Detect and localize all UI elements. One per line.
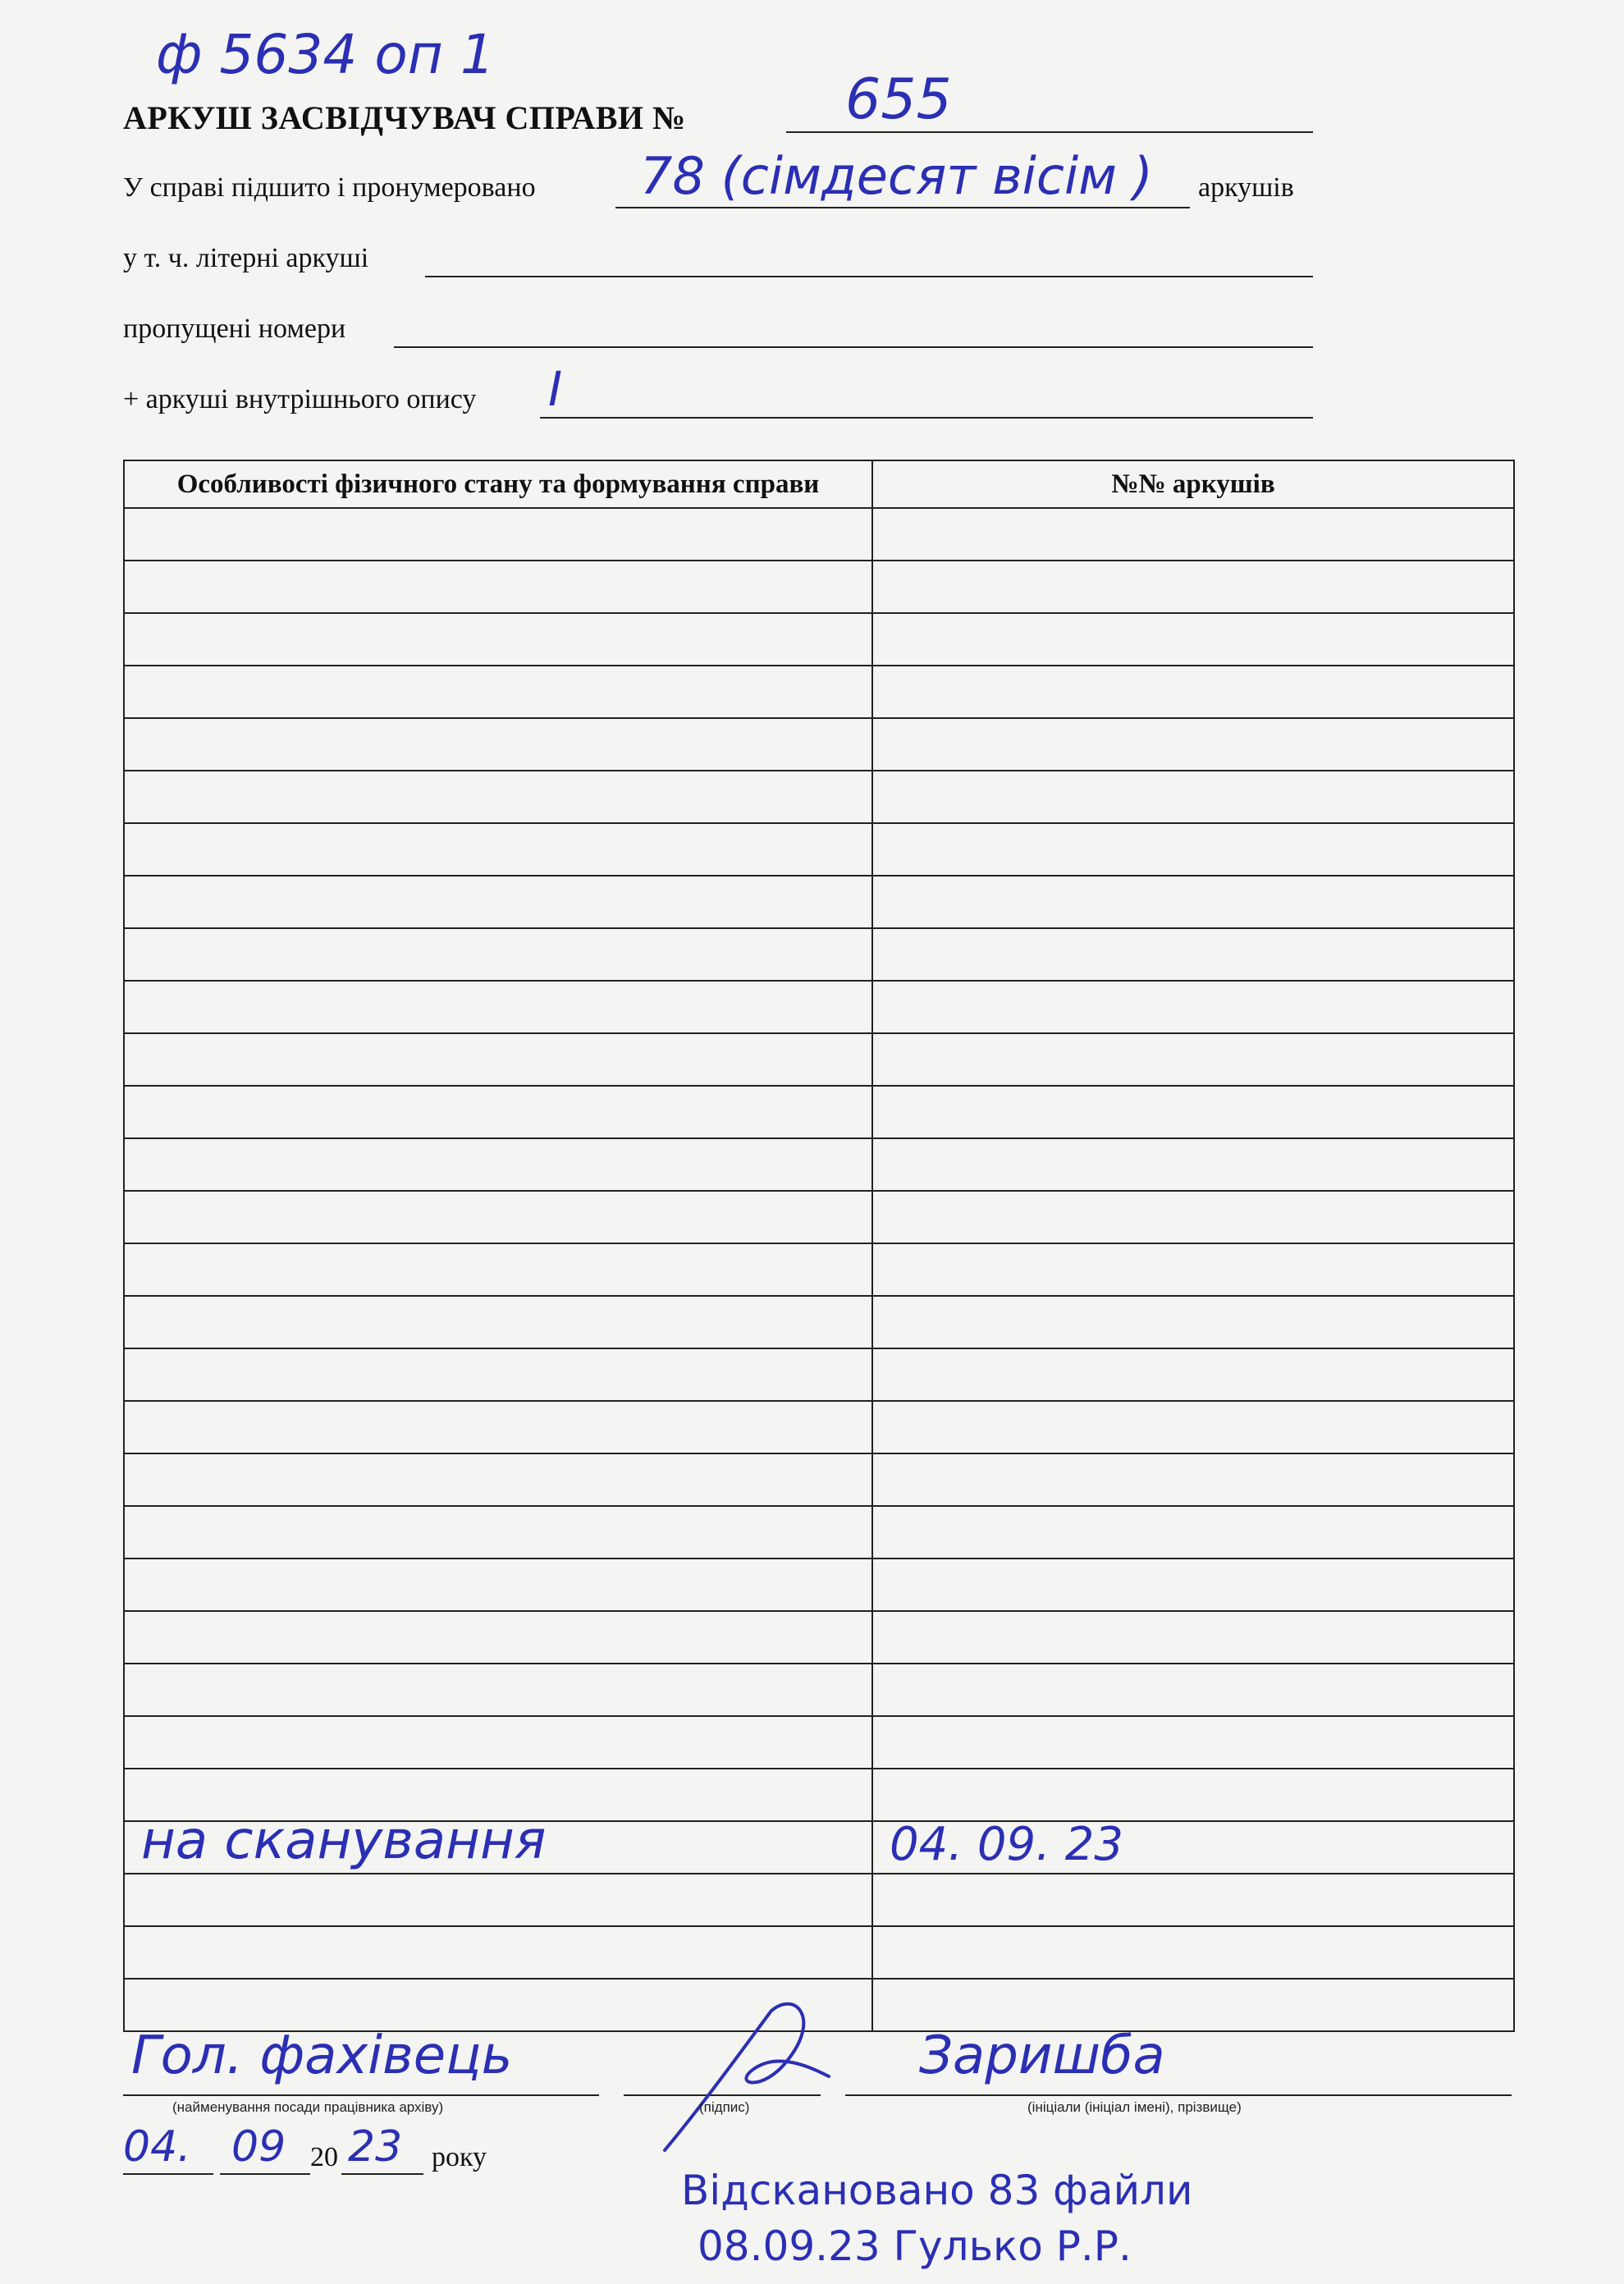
date-year-line — [341, 2173, 423, 2175]
table-row — [124, 1033, 1514, 1086]
table-row — [124, 1086, 1514, 1138]
date-century: 20 — [310, 2142, 338, 2172]
name-caption: (ініціали (ініціал імені), прізвище) — [1027, 2099, 1242, 2115]
condition-table — [123, 460, 1515, 2032]
header-condition: Особливості фізичного стану та формування справи — [124, 460, 872, 508]
sheet-numbers-cell — [872, 508, 1514, 561]
case-number-value: 655 — [845, 67, 952, 132]
condition-cell — [124, 1874, 872, 1926]
table-row — [124, 666, 1514, 718]
date-day: 04. — [123, 2122, 191, 2172]
sheet-numbers-cell — [872, 1611, 1514, 1664]
sheet-numbers-cell — [872, 823, 1514, 876]
missing-numbers-line — [394, 346, 1313, 348]
condition-cell — [124, 981, 872, 1033]
condition-cell — [124, 823, 872, 876]
scan-date: 04. 09. 23 — [890, 1818, 1123, 1871]
sheet-numbers-cell — [872, 1506, 1514, 1559]
table-row — [124, 1821, 1514, 1874]
letter-sheets-label: у т. ч. літерні аркуші — [123, 243, 369, 273]
numbered-label: У справі підшито і пронумеровано — [123, 172, 536, 203]
signature-mark — [656, 1994, 837, 2158]
inventory-value: I — [548, 361, 563, 417]
sheet-numbers-cell — [872, 876, 1514, 928]
condition-cell — [124, 1348, 872, 1401]
numbered-suffix: аркушів — [1198, 172, 1294, 203]
sheet-numbers-cell — [872, 1296, 1514, 1348]
table-row — [124, 876, 1514, 928]
condition-cell — [124, 771, 872, 823]
table-row — [124, 1296, 1514, 1348]
date-month: 09 — [231, 2122, 286, 2172]
restored-note-line2: 08.09.23 Гулько Р.Р. — [698, 2222, 1132, 2270]
table-header-row — [124, 460, 1514, 508]
inventory-line — [540, 417, 1313, 419]
numbered-line — [615, 207, 1190, 208]
restored-note-line1: Відскановано 83 файли — [681, 2167, 1193, 2214]
condition-cell — [124, 1716, 872, 1769]
table-row — [124, 1401, 1514, 1453]
table-row — [124, 1664, 1514, 1716]
signature-caption: (підпис) — [699, 2099, 750, 2115]
sheet-numbers-cell — [872, 1769, 1514, 1821]
condition-cell — [124, 1401, 872, 1453]
inventory-label: + аркуші внутрішнього опису — [123, 384, 477, 414]
sheet-numbers-cell — [872, 981, 1514, 1033]
missing-numbers-label: пропущені номери — [123, 314, 346, 344]
sheet-numbers-cell — [872, 1664, 1514, 1716]
fond-note: ф 5634 оп 1 — [156, 23, 495, 86]
condition-cell — [124, 1138, 872, 1191]
condition-cell — [124, 1243, 872, 1296]
table-row — [124, 771, 1514, 823]
sheet-numbers-cell — [872, 1818, 1514, 1874]
table-row — [124, 1559, 1514, 1611]
table-row — [124, 823, 1514, 876]
sheet-numbers-cell — [872, 1453, 1514, 1506]
condition-cell — [124, 666, 872, 718]
name-line — [845, 2094, 1512, 2096]
sheet-numbers-cell — [872, 718, 1514, 771]
sheet-numbers-cell — [872, 1033, 1514, 1086]
sheet-numbers-cell — [872, 1086, 1514, 1138]
sheet-numbers-cell — [872, 1874, 1514, 1926]
condition-cell — [124, 561, 872, 613]
sheet-numbers-cell — [872, 666, 1514, 718]
table-row — [124, 613, 1514, 666]
condition-cell — [124, 1296, 872, 1348]
scan-note: на сканування — [141, 1810, 547, 1871]
table-row — [124, 1453, 1514, 1506]
condition-cell — [124, 928, 872, 981]
table-row — [124, 1874, 1514, 1926]
table-row — [124, 718, 1514, 771]
date-day-line — [123, 2173, 213, 2175]
table-row — [124, 1926, 1514, 1979]
sheet-numbers-cell — [872, 1138, 1514, 1191]
condition-cell — [124, 718, 872, 771]
sheet-numbers-cell — [872, 1348, 1514, 1401]
condition-cell — [124, 876, 872, 928]
header-sheet-numbers: №№ аркушів — [872, 460, 1514, 508]
table-row — [124, 1348, 1514, 1401]
table-row — [124, 928, 1514, 981]
table-row — [124, 1138, 1514, 1191]
table-row — [124, 981, 1514, 1033]
numbered-value: 78 (сімдесят вісім ) — [640, 146, 1153, 206]
table-row — [124, 508, 1514, 561]
sheet-numbers-cell — [872, 1401, 1514, 1453]
condition-cell — [124, 613, 872, 666]
table-row — [124, 1191, 1514, 1243]
sheet-numbers-cell — [872, 1716, 1514, 1769]
name-value: Заришба — [919, 2025, 1165, 2086]
condition-cell — [124, 1506, 872, 1559]
position-value: Гол. фахівець — [131, 2025, 513, 2086]
condition-cell — [124, 1033, 872, 1086]
sheet-numbers-cell — [872, 771, 1514, 823]
sheet-numbers-cell — [872, 561, 1514, 613]
condition-cell — [124, 1611, 872, 1664]
condition-cell — [124, 1559, 872, 1611]
condition-cell — [124, 1086, 872, 1138]
table-row — [124, 1716, 1514, 1769]
table-body — [124, 508, 1514, 2031]
sheet-numbers-cell — [872, 1979, 1514, 2031]
letter-sheets-line — [425, 276, 1313, 277]
sheet-numbers-cell — [872, 1243, 1514, 1296]
condition-cell — [124, 1810, 872, 1874]
date-month-line — [220, 2173, 310, 2175]
table-row — [124, 1243, 1514, 1296]
sheet-numbers-cell — [872, 1559, 1514, 1611]
sheet-numbers-cell — [872, 928, 1514, 981]
sheet-numbers-cell — [872, 1926, 1514, 1979]
sheet-numbers-cell — [872, 1191, 1514, 1243]
condition-cell — [124, 1926, 872, 1979]
table-row — [124, 1611, 1514, 1664]
condition-cell — [124, 1664, 872, 1716]
date-suffix: року — [432, 2142, 487, 2172]
condition-cell — [124, 1453, 872, 1506]
condition-cell — [124, 1191, 872, 1243]
condition-cell — [124, 508, 872, 561]
table-row — [124, 561, 1514, 613]
page-title: АРКУШ ЗАСВІДЧУВАЧ СПРАВИ № — [123, 99, 686, 136]
position-line — [123, 2094, 599, 2096]
date-year: 23 — [348, 2122, 403, 2172]
table-row — [124, 1506, 1514, 1559]
position-caption: (найменування посади працівника архіву) — [172, 2099, 444, 2115]
sheet-numbers-cell — [872, 613, 1514, 666]
